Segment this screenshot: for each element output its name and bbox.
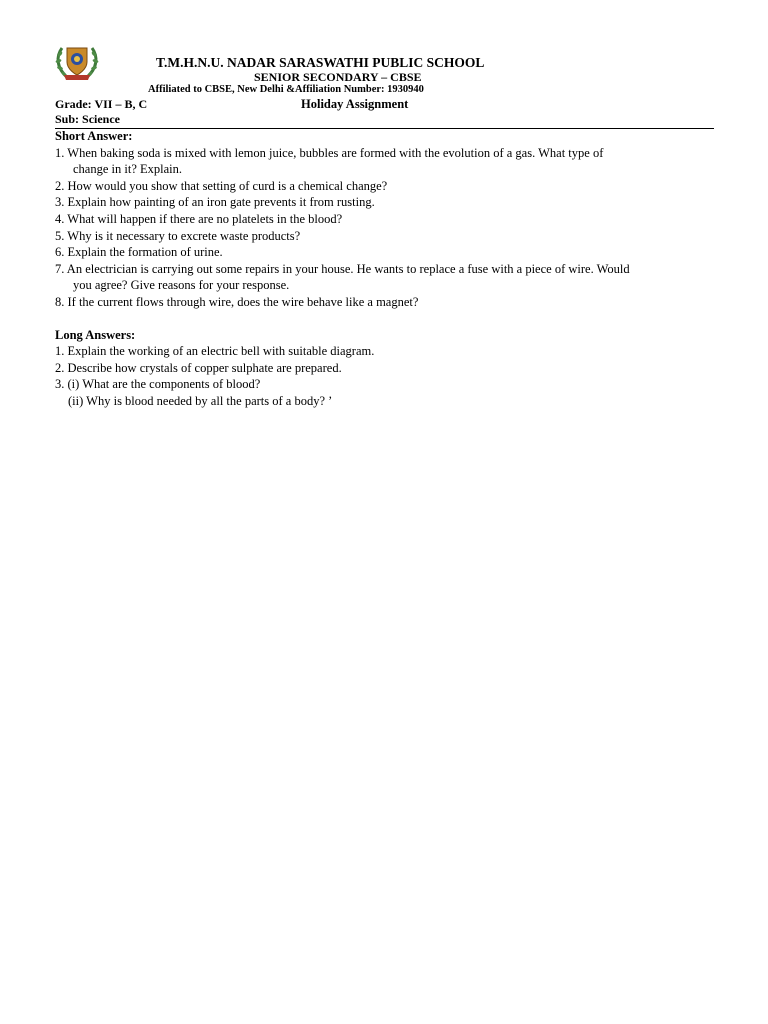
subject-label: Sub: Science [55, 112, 121, 126]
school-name: T.M.H.N.U. NADAR SARASWATHI PUBLIC SCHOOL [156, 55, 485, 70]
question-item: 3. Explain how painting of an iron gate prevents it from rusting. [55, 195, 375, 210]
question-item: 2. Describe how crystals of copper sulphate are prepared. [55, 360, 342, 375]
assignment-body [55, 128, 715, 410]
question-item: 8. If the current flows through wire, does the wire behave like a magnet? [55, 294, 419, 309]
school-logo [52, 40, 102, 82]
question-continuation: you agree? Give reasons for your response. [73, 278, 290, 293]
assignment-title: Holiday Assignment [301, 97, 409, 111]
section-spacer [55, 311, 715, 327]
question-item: 6. Explain the formation of urine. [55, 245, 223, 260]
question-text: 7. An electrician is carrying out some repairs in your house. He wants to replace a fuse with a piece of wire. Would [55, 261, 630, 276]
grade-label: Grade: VII – B, C [55, 97, 148, 111]
question-item: 4. What will happen if there are no platelets in the blood? [55, 211, 343, 226]
question-item: 2. How would you show that setting of curd is a chemical change? [55, 178, 388, 193]
question-text: 1. When baking soda is mixed with lemon juice, bubbles are formed with the evolution of a gas. What type of [55, 145, 604, 160]
question-item [55, 145, 715, 178]
question-item [55, 261, 715, 294]
long-answer-heading: Long Answers: [55, 327, 136, 342]
question-item: 5. Why is it necessary to excrete waste products? [55, 228, 301, 243]
school-level: SENIOR SECONDARY – CBSE [254, 70, 422, 84]
question-subpart: (ii) Why is blood needed by all the parts of a body? ’ [68, 393, 333, 408]
question-continuation: change in it? Explain. [73, 162, 182, 177]
question-item: 1. Explain the working of an electric bell with suitable diagram. [55, 344, 375, 359]
affiliation-line: Affiliated to CBSE, New Delhi &Affiliation Number: 1930940 [148, 84, 424, 95]
short-answer-heading: Short Answer: [55, 129, 133, 143]
question-item: 3. (i) What are the components of blood? [55, 377, 261, 392]
